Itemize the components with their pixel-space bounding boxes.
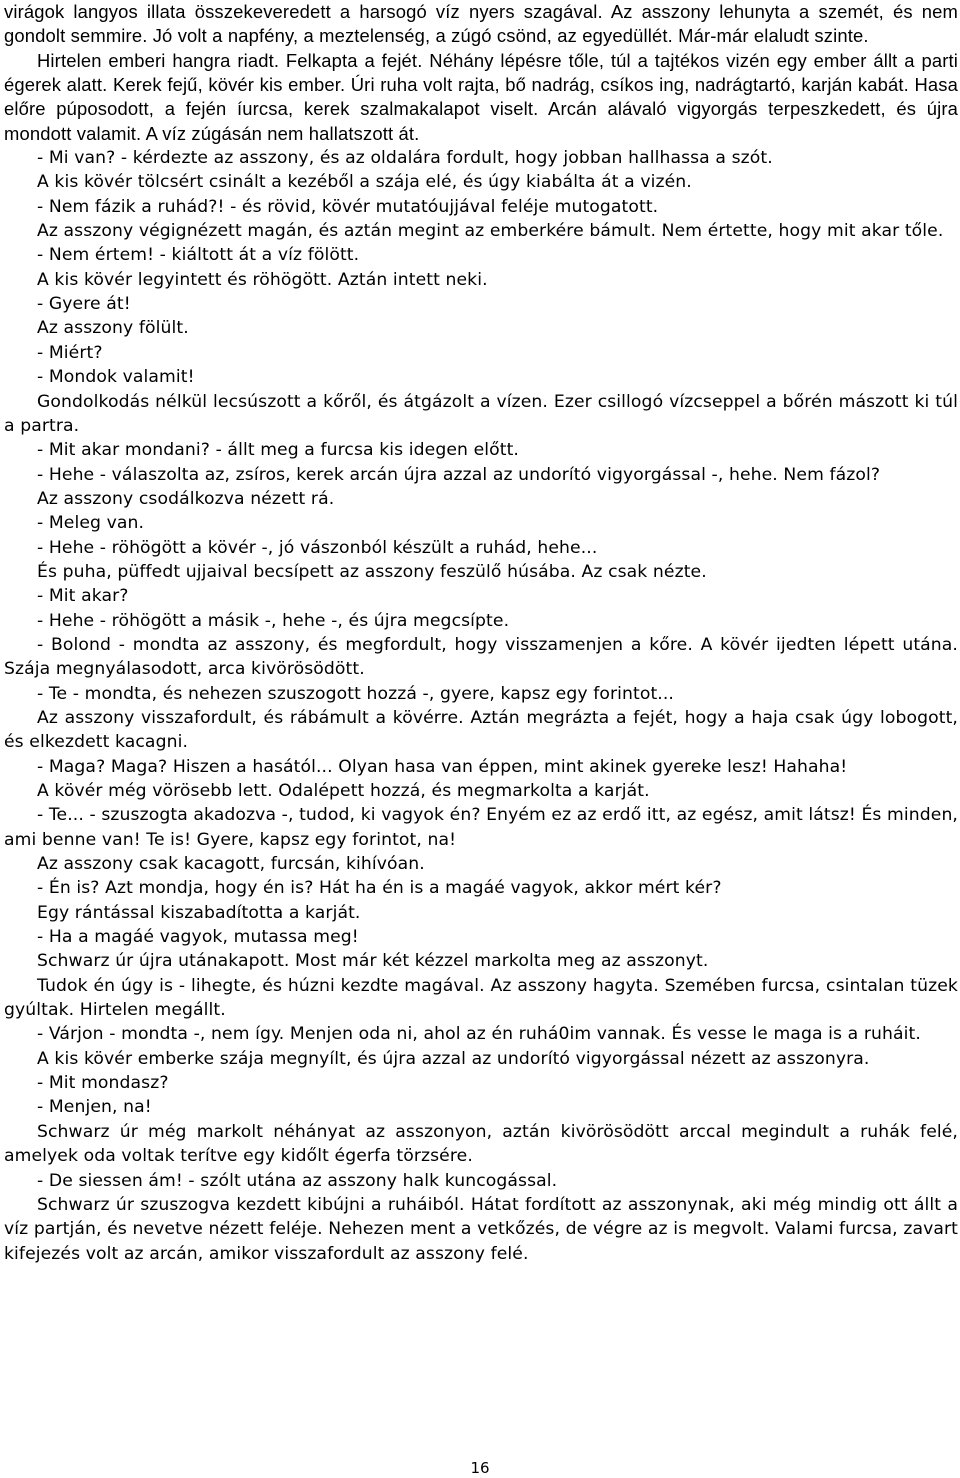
paragraph-35: A kis kövér emberke szája megnyílt, és újra azzal az undorító vigyorgással nézett az asszonyra. (37, 1048, 870, 1069)
story-text (4, 0, 958, 1266)
paragraph-18: - Hehe - röhögött a kövér -, jó vászonból készült a ruhád, hehe... (37, 537, 598, 558)
paragraph-13: Gondolkodás nélkül lecsúszott a kőről, és átgázolt a vízen. Ezer csillogó vízcseppel a bőrén mászott ki túl a partra. (4, 391, 958, 436)
paragraph-4: A kis kövér tölcsért csinált a kezéből a szája elé, és úgy kiabálta át a vizén. (37, 172, 692, 193)
paragraph-40: Schwarz úr szuszogva kezdett kibújni a ruháiból. Hátat fordított az asszonynak, aki még mindig ott állt a víz partján, és nevetve nézett feléje. Nehezen ment a vetkőzés, de végre az is megvolt. Valami furcsa, zavart kifejezés volt az arcán, amikor visszafordult az asszony felé. (4, 1194, 958, 1264)
paragraph-7: - Nem értem! - kiáltott át a víz fölött. (37, 245, 360, 266)
paragraph-24: Az asszony visszafordult, és rábámult a kövérre. Aztán megrázta a fejét, hogy a haja csak úgy lobogott, és elkezdett kacagni. (4, 707, 958, 753)
paragraph-17: - Meleg van. (37, 513, 145, 534)
paragraph-14: - Mit akar mondani? - állt meg a furcsa kis idegen előtt. (37, 440, 519, 461)
page-number: 16 (470, 1459, 490, 1477)
paragraph-20: - Mit akar? (37, 586, 129, 607)
paragraph-16: Az asszony csodálkozva nézett rá. (37, 488, 335, 509)
paragraph-23: - Te - mondta, és nehezen szuszogott hozzá -, gyere, kapsz egy forintot... (37, 683, 674, 704)
paragraph-30: Egy rántással kiszabadította a karját. (37, 902, 361, 923)
paragraph-36: - Mit mondasz? (37, 1073, 169, 1094)
paragraph-5: - Nem fázik a ruhád?! - és rövid, kövér mutatóujjával feléje mutogatott. (37, 196, 659, 217)
paragraph-15: - Hehe - válaszolta az, zsíros, kerek arcán újra azzal az undorító vigyorgással -, hehe. Nem fázol? (37, 464, 881, 485)
paragraph-8: A kis kövér legyintett és röhögött. Aztán intett neki. (37, 269, 488, 290)
paragraph-2: Hirtelen emberi hangra riadt. Felkapta a fejét. Néhány lépésre tőle, túl a tajtékos vizén egy ember állt a parti égerek alatt. Kerek fejű, kövér kis ember. Úri ruha volt rajta, bő nadrág, csíkos ing, nadrágtartó, karján kabát. Hasa előre púposodott, a fején íurcsa, kerek szalmakalapot viselt. Arcán alávaló vigyorgás terpeszkedett, és újra mondott valamit. A víz zúgásán nem hallatszott át. (4, 49, 958, 144)
paragraph-34: - Várjon - mondta -, nem így. Menjen oda ni, ahol az én ruhá0im vannak. És vesse le maga is a ruháit. (37, 1024, 921, 1045)
paragraph-37: - Menjen, na! (37, 1097, 152, 1118)
paragraph-33: Tudok én úgy is - lihegte, és húzni kezdte magával. Az asszony hagyta. Szemében furcsa, csintalan tüzek gyúltak. Hirtelen megállt. (4, 975, 958, 1021)
paragraph-9: - Gyere át! (37, 294, 131, 315)
paragraph-3: - Mi van? - kérdezte az asszony, és az oldalára fordult, hogy jobban hallhassa a szót. (37, 148, 773, 169)
paragraph-28: Az asszony csak kacagott, furcsán, kihívóan. (37, 854, 425, 875)
paragraph-32: Schwarz úr újra utánakapott. Most már két kézzel markolta meg az asszonyt. (37, 951, 709, 972)
paragraph-38: Schwarz úr még markolt néhányat az asszonyon, aztán kivörösödött arccal megindult a ruhák felé, amelyek oda voltak terítve egy kidőlt égerfa törzsére. (4, 1121, 958, 1167)
paragraph-27: - Te... - szuszogta akadozva -, tudod, ki vagyok én? Enyém ez az erdő itt, az egész, amit látsz! És minden, ami benne van! Te is! Gyere, kapsz egy forintot, na! (4, 805, 958, 850)
paragraph-21: - Hehe - röhögött a másik -, hehe -, és újra megcsípte. (37, 610, 510, 631)
paragraph-10: Az asszony fölült. (37, 318, 189, 339)
paragraph-6: Az asszony végignézett magán, és aztán megint az emberkére bámult. Nem értette, hogy mit akar tőle. (37, 221, 944, 242)
paragraph-11: - Miért? (37, 342, 103, 363)
paragraph-39: - De siessen ám! - szólt utána az asszony halk kuncogással. (37, 1170, 558, 1191)
paragraph-1: virágok langyos illata összekeveredett a harsogó víz nyers szagával. Az asszony lehunyta a szemét, és nem gondolt semmire. Jó volt a napfény, a meztelenség, a zúgó csönd, az egyedüllét. Már-már elaludt szinte. (4, 1, 958, 47)
paragraph-26: A kövér még vörösebb lett. Odalépett hozzá, és megmarkolta a karját. (37, 781, 650, 801)
paragraph-29: - Én is? Azt mondja, hogy én is? Hát ha én is a magáé vagyok, akkor mért kér? (37, 878, 722, 899)
paragraph-19: És puha, püffedt ujjaival becsípett az asszony feszülő húsába. Az csak nézte. (37, 561, 707, 582)
paragraph-31: - Ha a magáé vagyok, mutassa meg! (37, 927, 359, 948)
paragraph-12: - Mondok valamit! (37, 367, 195, 388)
paragraph-25: - Maga? Maga? Hiszen a hasától... Olyan hasa van éppen, mint akinek gyereke lesz! Hahaha! (37, 756, 848, 777)
paragraph-22: - Bolond - mondta az asszony, és megfordult, hogy visszamenjen a kőre. A kövér ijedten lépett utána. Szája megnyálasodott, arca kivörösödött. (4, 634, 958, 680)
